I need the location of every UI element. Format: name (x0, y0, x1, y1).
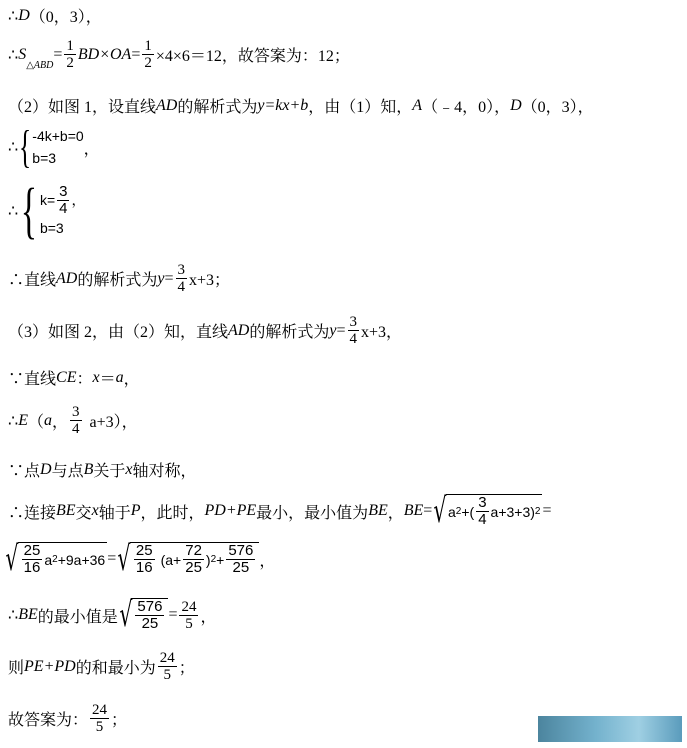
text: (a+ (160, 551, 182, 568)
text: x (125, 460, 133, 478)
radical-icon: √ (5, 539, 19, 579)
equals: = (164, 269, 174, 287)
therefore-symbol: ∴ (8, 46, 19, 64)
point-label: D (18, 6, 30, 24)
sqrt-expression (4, 539, 107, 579)
text: ) (205, 551, 211, 568)
text: ∴直线 (8, 272, 57, 289)
text: +9a+36 (57, 551, 106, 568)
denominator: 25 (185, 559, 202, 576)
numerator: 3 (177, 262, 185, 278)
text: 故答案为： (8, 712, 89, 729)
text: ， (71, 192, 86, 208)
brace-icon: { (20, 177, 38, 245)
text: AD (156, 96, 178, 114)
fraction (70, 404, 82, 437)
denominator: 5 (95, 719, 104, 735)
text: 与点 (51, 463, 84, 480)
text: （3）如图 2，由（2）知，直线 (8, 324, 229, 341)
fraction (158, 650, 177, 683)
text: a (43, 411, 52, 429)
text: a (448, 503, 456, 520)
line-12 (4, 539, 276, 579)
denominator: 2 (144, 55, 152, 71)
radical-icon: √ (433, 491, 447, 531)
area-symbol: S (18, 45, 27, 63)
equals: = (168, 606, 178, 623)
text: BE (403, 502, 424, 519)
numerator: 25 (135, 542, 153, 559)
denominator: 4 (59, 199, 68, 217)
denominator: 4 (177, 279, 185, 295)
text: （2）如图 1，设直线 (8, 99, 157, 116)
text: PE+PD (24, 657, 76, 675)
line-1 (8, 4, 102, 27)
equals: = (107, 550, 117, 567)
text: + (216, 551, 225, 568)
sqrt-expression (432, 491, 542, 531)
radicand (130, 542, 259, 576)
numerator: 25 (23, 542, 41, 559)
line-3 (8, 94, 594, 117)
numerator: 24 (181, 598, 197, 615)
text: 的和最小为 (75, 660, 156, 677)
equation-row: -4k+b=0 (32, 128, 84, 144)
text: B (83, 460, 94, 478)
text: D (40, 460, 52, 478)
line-13 (8, 595, 217, 635)
text: y (329, 321, 337, 339)
line-14 (8, 650, 195, 683)
text: 则 (8, 660, 25, 677)
line-7 (8, 314, 402, 347)
fraction (57, 184, 69, 217)
text: 的解析式为 (77, 272, 158, 289)
radical-icon: √ (117, 539, 131, 579)
text: 交 (75, 504, 92, 522)
text: a (115, 368, 124, 386)
exponent: 2 (534, 506, 541, 517)
therefore-symbol: ∴ (8, 203, 19, 220)
radicand (18, 542, 108, 576)
text: ， (200, 608, 217, 626)
text: ， (259, 552, 276, 570)
text: BE (18, 606, 38, 623)
text: ∵点 (8, 463, 41, 480)
radicand (131, 598, 168, 632)
therefore-symbol: ∴ (8, 139, 19, 156)
text: ， (83, 140, 100, 158)
numerator: 3 (349, 314, 357, 330)
area-subscript: △ABD (26, 60, 54, 71)
numerator: 1 (144, 38, 152, 54)
fraction (142, 38, 154, 71)
numerator: 3 (478, 494, 487, 511)
text: P (130, 502, 141, 519)
equation-system (32, 125, 83, 169)
sqrt-expression (118, 595, 169, 635)
numerator: 3 (59, 182, 68, 200)
text: 的解析式为 (177, 99, 258, 116)
denominator: 4 (72, 421, 80, 437)
fraction (176, 262, 188, 295)
text: ，此时， (140, 504, 205, 522)
line-8 (8, 366, 140, 389)
text: a+3）， (89, 414, 138, 431)
text: +( (461, 503, 475, 520)
denominator: 16 (135, 559, 153, 576)
denominator: 5 (163, 667, 171, 683)
text: （ (27, 414, 44, 431)
line-11 (8, 491, 552, 531)
text: ， (387, 504, 404, 522)
equals: = (336, 321, 346, 339)
text: y=kx+b (257, 96, 309, 114)
fraction (226, 543, 255, 576)
line-4 (8, 121, 100, 172)
therefore-symbol: ∴ (8, 412, 19, 430)
text: x (92, 368, 100, 386)
text: CE (56, 368, 77, 386)
exponent: 2 (210, 554, 217, 565)
exponent: 2 (455, 506, 462, 517)
equation-row (40, 184, 86, 217)
text: 最小，最小值为 (256, 504, 369, 522)
fraction (90, 702, 109, 735)
fraction (179, 599, 198, 632)
equation-system (40, 184, 86, 239)
fraction (183, 543, 204, 576)
fraction (134, 543, 155, 576)
text: y (157, 269, 165, 287)
equals: = (131, 45, 141, 63)
text: （0，3）， (521, 99, 594, 116)
radicand (446, 494, 542, 528)
numerator: 24 (92, 702, 108, 718)
therefore-symbol: ∴ (8, 7, 19, 25)
equals: = (423, 502, 433, 519)
text: A (412, 96, 423, 114)
text: D (510, 96, 522, 114)
denominator: 4 (478, 511, 487, 528)
text: 的解析式为 (249, 324, 330, 341)
text: ： (76, 371, 93, 388)
watermark-image (538, 716, 682, 742)
equals: = (542, 502, 552, 519)
text: BE (368, 502, 388, 519)
equation-row: b=3 (32, 150, 57, 166)
line-15 (8, 702, 127, 735)
text: ， (123, 371, 140, 388)
text: ，由（1）知， (308, 99, 413, 116)
line-9 (8, 404, 138, 437)
fraction (22, 543, 43, 576)
text: ＝ (99, 371, 116, 388)
therefore-symbol: ∴ (8, 607, 19, 624)
numerator: 576 (137, 598, 163, 615)
fraction (476, 495, 488, 528)
text: BE (56, 502, 76, 519)
text: ∴连接 (8, 504, 57, 522)
numerator: 3 (72, 404, 80, 420)
text: a+3+3) (490, 503, 535, 520)
text: （﹣4，0）， (422, 99, 511, 116)
text: AD (56, 269, 78, 287)
text: PD+PE (204, 502, 257, 519)
line-6 (8, 262, 230, 295)
numerator: 1 (66, 38, 74, 54)
text: ； (111, 712, 128, 729)
sqrt-expression (116, 539, 259, 579)
fraction (348, 314, 360, 347)
line-2 (8, 38, 350, 71)
denominator: 5 (185, 615, 193, 632)
text: x (91, 502, 99, 519)
denominator: 25 (141, 615, 159, 632)
exponent: 2 (52, 554, 58, 565)
line-10 (8, 458, 197, 481)
text: 轴于 (98, 504, 131, 522)
fraction (135, 599, 164, 632)
denominator: 25 (232, 559, 250, 576)
numerator: 576 (228, 542, 254, 559)
fraction (64, 38, 76, 71)
brace-icon: { (19, 121, 32, 172)
radical-icon: √ (119, 595, 133, 635)
text: 关于 (93, 463, 126, 480)
text: k= (39, 192, 56, 208)
text: a (44, 551, 53, 568)
text: x+3； (189, 272, 231, 289)
text: E (18, 411, 28, 429)
text: （0，3）， (29, 9, 102, 26)
text: ×4×6＝12，故答案为：12； (155, 48, 350, 65)
text: ； (178, 660, 195, 677)
numerator: 72 (185, 542, 202, 559)
text: AD (228, 321, 250, 339)
line-5 (8, 177, 86, 245)
text: 轴对称， (132, 463, 197, 480)
text: ∵直线 (8, 371, 57, 388)
denominator: 4 (349, 331, 357, 347)
equals: = (53, 45, 63, 63)
denominator: 16 (23, 559, 41, 576)
text: x+3， (361, 324, 403, 341)
text: BD×OA (77, 45, 132, 63)
text: 的最小值是 (37, 608, 118, 626)
denominator: 2 (66, 55, 74, 71)
text: ， (51, 414, 68, 431)
equation-row: b=3 (39, 219, 64, 236)
numerator: 24 (159, 650, 175, 666)
